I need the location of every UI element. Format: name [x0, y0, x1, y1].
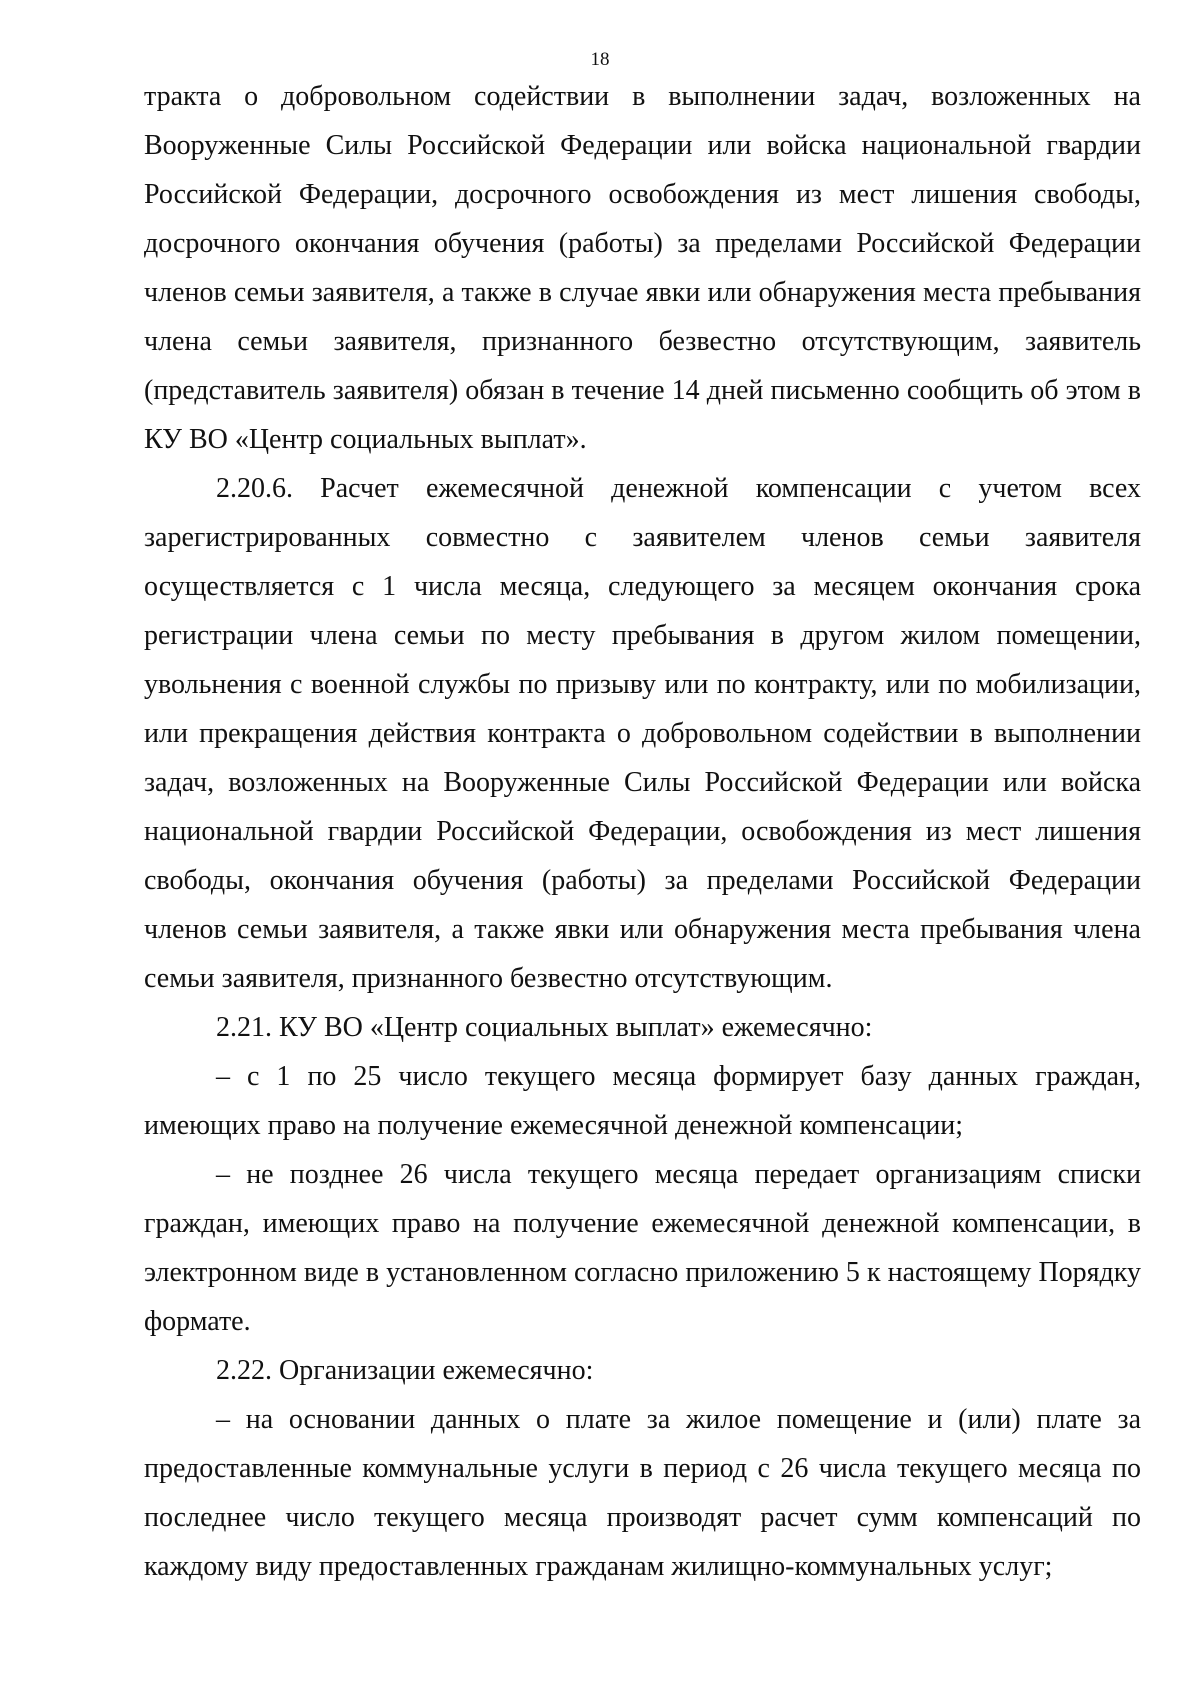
paragraph-2-20-6: 2.20.6. Расчет ежемесячной денежной компенсации с учетом всех зарегистрированных совместно с заявителем членов семьи заявителя осуществляется с 1 числа месяца, следующего за месяцем окончания срока регистрации члена семьи по месту пребывания в другом жилом помещении, увольнения с военной службы по призыву или по контракту, или по мобилизации, или прекращения действия контракта о добровольном содействии в выполнении задач, возложенных на Вооруженные Силы Российской Федерации или войска национальной гвардии Российской Федерации, освобождения из мест лишения свободы, окончания обучения (работы) за пределами Российской Федерации членов семьи заявителя, а также явки или обнаружения места пребывания члена семьи заявителя, признанного безвестно отсутствующим. [144, 473, 1141, 994]
paragraph-2-21: 2.21. КУ ВО «Центр социальных выплат» ежемесячно: [216, 1012, 873, 1043]
paragraph-2-22: 2.22. Организации ежемесячно: [216, 1355, 594, 1386]
list-item-2-22-a: – на основании данных о плате за жилое помещение и (или) плате за предоставленные коммунальные услуги в период с 26 числа текущего месяца по последнее число текущего месяца производят расчет сумм компенсаций по каждому виду предоставленных гражданам жилищно-коммунальных услуг; [144, 1404, 1141, 1582]
list-item-2-21-b: – не позднее 26 числа текущего месяца передает организациям списки граждан, имеющих право на получение ежемесячной денежной компенсации, в электронном виде в установленном согласно приложению 5 к настоящему Порядку формате. [144, 1159, 1141, 1337]
paragraph-continuation: тракта о добровольном содействии в выполнении задач, возложенных на Вооруженные Силы Российской Федерации или войска национальной гвардии Российской Федерации, досрочного освобождения из мест лишения свободы, досрочного окончания обучения (работы) за пределами Российской Федерации членов семьи заявителя, а также в случае явки или обнаружения места пребывания члена семьи заявителя, признанного безвестно отсутствующим, заявитель (представитель заявителя) обязан в течение 14 дней письменно сообщить об этом в КУ ВО «Центр социальных выплат». [144, 81, 1141, 455]
page-number: 18 [590, 49, 610, 70]
list-item-2-21-a: – с 1 по 25 число текущего месяца формирует базу данных граждан, имеющих право на получение ежемесячной денежной компенсации; [144, 1061, 1141, 1141]
document-body [144, 72, 1141, 1591]
